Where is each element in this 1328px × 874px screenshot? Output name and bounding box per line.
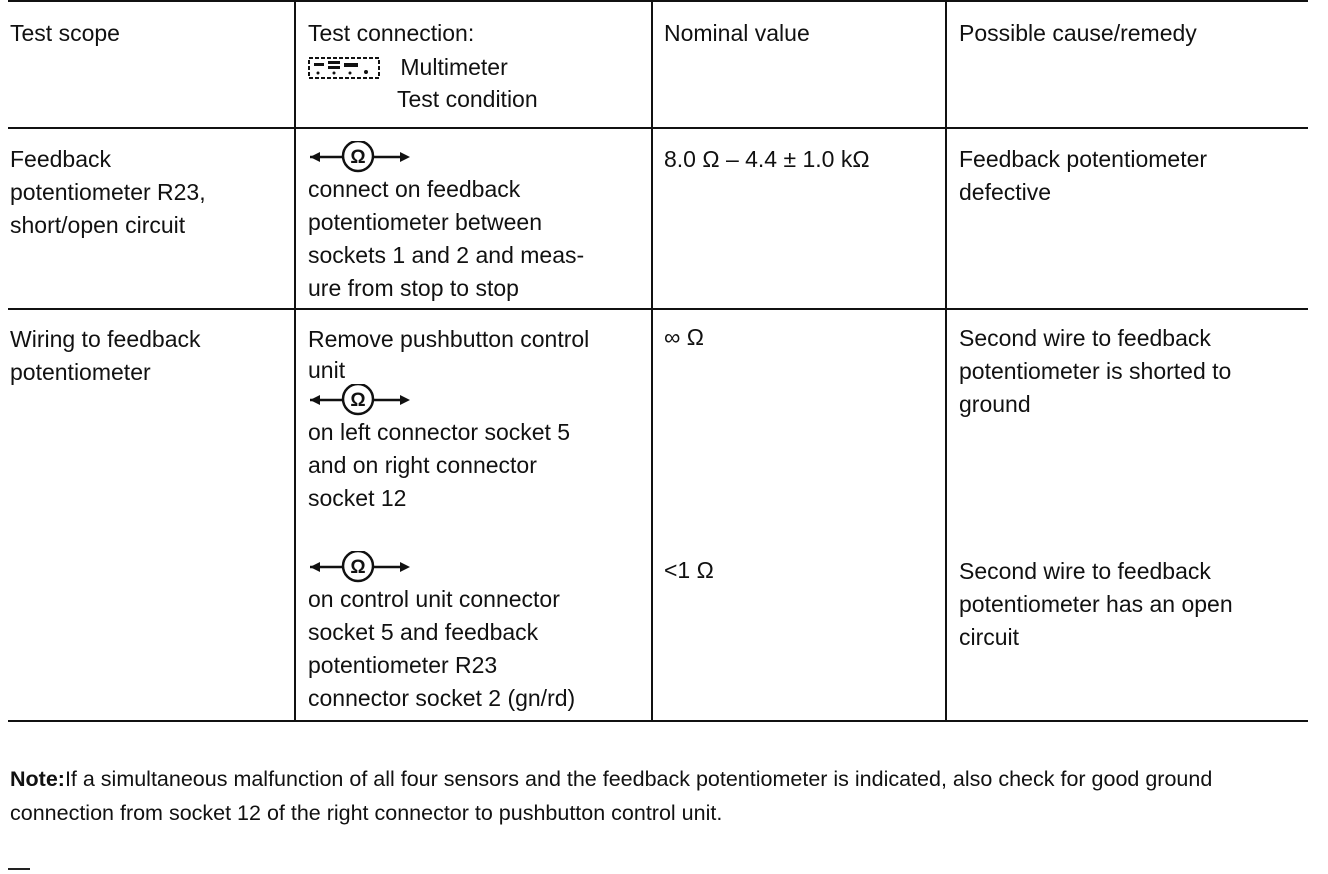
column-divider-1 xyxy=(294,0,296,722)
row2-possible-cause xyxy=(959,322,1231,421)
row1-nominal-value: 8.0 Ω – 4.4 ± 1.0 kΩ xyxy=(664,146,870,172)
row3-cause-line: Second wire to feedback xyxy=(959,558,1211,584)
row1-connection-line: sockets 1 and 2 and meas- xyxy=(308,242,585,268)
ohm-measurement-icon xyxy=(308,141,418,173)
header-multimeter-label: Multimeter xyxy=(400,54,508,80)
row2-scope-line: Wiring to feedback xyxy=(10,326,201,352)
header-possible-cause: Possible cause/remedy xyxy=(959,20,1197,46)
header-nominal-value: Nominal value xyxy=(664,20,810,46)
row2-nominal-value: ∞ Ω xyxy=(664,324,704,350)
header-test-connection xyxy=(308,17,538,116)
row1-bottom-rule xyxy=(8,308,1308,310)
row1-cause-line: defective xyxy=(959,179,1052,205)
ohm-measurement-icon xyxy=(308,551,418,583)
row1-test-scope xyxy=(10,143,206,242)
row1-connection-line: ure from stop to stop xyxy=(308,275,519,301)
table-bottom-rule xyxy=(8,720,1308,722)
row1-scope-line: short/open circuit xyxy=(10,212,186,238)
note-text: If a simultaneous malfunction of all four sensors and the feedback potentiometer is indicated, also check for good ground connection from socket 12 of the right connector to pushbutton control unit. xyxy=(10,767,1213,825)
scan-artifact-mark xyxy=(8,868,30,870)
header-test-scope: Test scope xyxy=(10,20,120,46)
svg-text:Ω: Ω xyxy=(350,390,366,411)
row3-cause-line: potentiometer has an open xyxy=(959,591,1233,617)
ohm-measurement-icon xyxy=(308,384,418,416)
multimeter-icon xyxy=(308,56,388,82)
row2-cause-line: Second wire to feedback xyxy=(959,325,1211,351)
row2-connection-intro-line: Remove pushbutton control xyxy=(308,326,590,352)
svg-text:Ω: Ω xyxy=(350,557,366,578)
column-divider-3 xyxy=(945,0,947,722)
row3-nominal-value: <1 Ω xyxy=(664,557,714,583)
row2-connection-line: socket 12 xyxy=(308,485,407,511)
header-test-connection-label: Test connection: xyxy=(308,20,475,46)
row2-test-connection xyxy=(308,323,589,515)
header-multimeter-line xyxy=(308,51,538,84)
row3-possible-cause xyxy=(959,555,1233,654)
row2-connection-intro-line: unit xyxy=(308,357,346,383)
row1-scope-line: potentiometer R23, xyxy=(10,179,206,205)
row3-cause-line: circuit xyxy=(959,624,1020,650)
row1-cause-line: Feedback potentiometer xyxy=(959,146,1208,172)
row2-cause-line: potentiometer is shorted to xyxy=(959,358,1232,384)
row3-test-connection xyxy=(308,551,575,715)
row1-scope-line: Feedback xyxy=(10,146,112,172)
row2-test-scope xyxy=(10,323,200,389)
row1-possible-cause xyxy=(959,143,1207,209)
row2-cause-line: ground xyxy=(959,391,1031,417)
note-label: Note: xyxy=(10,767,65,791)
row2-connection-line: and on right connector xyxy=(308,452,537,478)
row3-connection-line: potentiometer R23 xyxy=(308,652,498,678)
footnote xyxy=(10,762,1315,830)
column-divider-2 xyxy=(651,0,653,722)
header-test-condition: Test condition xyxy=(397,86,538,112)
table-top-rule xyxy=(8,0,1308,2)
row2-connection-line: on left connector socket 5 xyxy=(308,419,571,445)
row3-connection-line: socket 5 and feedback xyxy=(308,619,539,645)
row2-scope-line: potentiometer xyxy=(10,359,151,385)
row1-test-connection xyxy=(308,141,584,305)
row3-connection-line: on control unit connector xyxy=(308,586,560,612)
row1-connection-line: potentiometer between xyxy=(308,209,542,235)
svg-text:Ω: Ω xyxy=(350,147,366,168)
header-bottom-rule xyxy=(8,127,1308,129)
row1-connection-line: connect on feedback xyxy=(308,176,521,202)
row3-connection-line: connector socket 2 (gn/rd) xyxy=(308,685,576,711)
